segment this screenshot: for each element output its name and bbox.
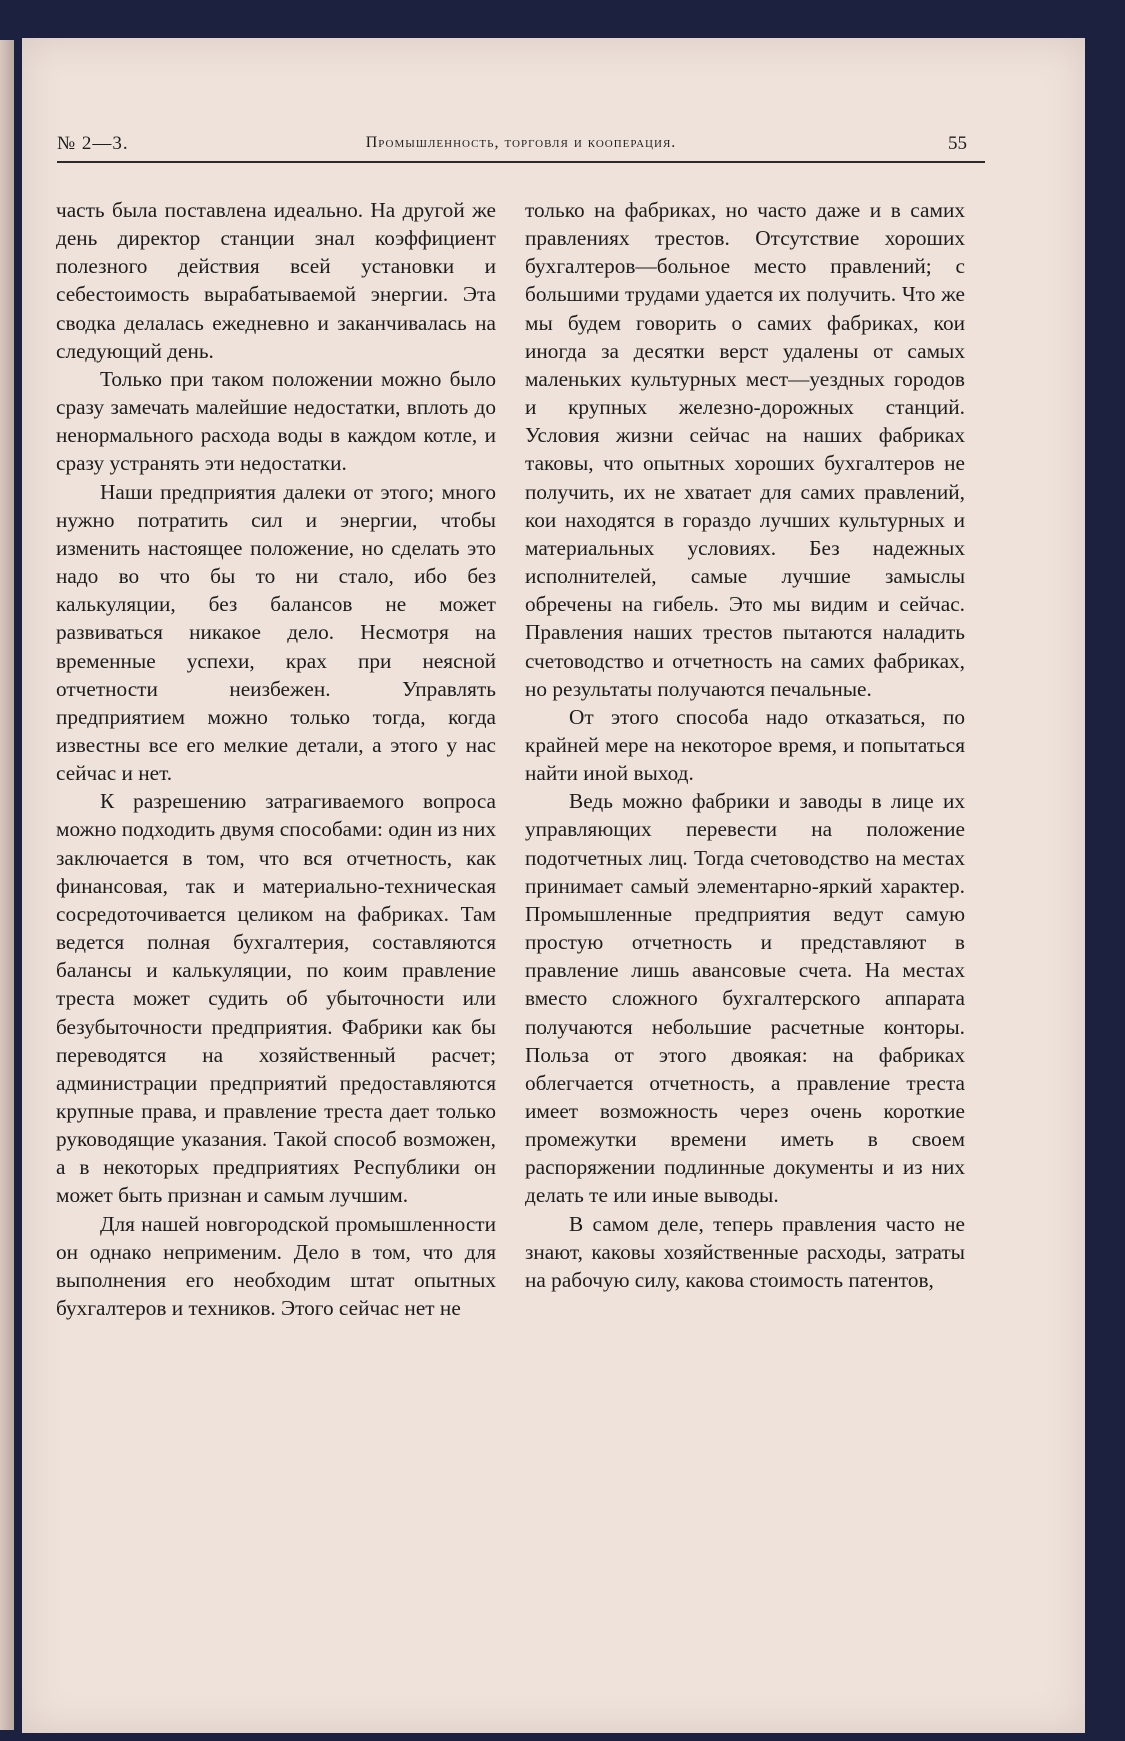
paragraph: В самом деле, теперь правления часто не знают, каковы хозяйственные расходы, затраты на рабочую силу, какова стоимость патентов, xyxy=(525,1211,965,1292)
paragraph: Для нашей новгородской промышленности он однако неприменим. Дело в том, что для выполнения его необходим штат опытных бухгалтеров и техников. Этого сейчас нет не xyxy=(56,1211,496,1321)
running-header xyxy=(57,131,985,163)
issue-number: № 2—3. xyxy=(57,133,129,154)
paragraph: часть была поставлена идеально. На другой же день директор станции знал коэффициент полезного действия всей установки и себестоимость вырабатываемой энергии. Эта сводка делалась ежедневно и заканчивалась на следующий день. xyxy=(56,198,496,363)
paragraph: От этого способа надо отказаться, по крайней мере на некоторое время, и попытаться найти иной выход. xyxy=(525,704,965,786)
left-column xyxy=(56,196,496,1322)
paragraph: только на фабриках, но часто даже и в самих правлениях трестов. Отсутствие хороших бухгалтеров—больное место правлений; с большими трудами удается их получить. Что же мы будем говорить о самих фабриках, кои иногда за десятки верст удалены от самых маленьких культурных мест—уездных городов и крупных железно-дорожных станций. Условия жизни сейчас на наших фабриках таковы, что опытных хороших бухгалтеров не получить, их не хватает для самих правлений, кои находятся в гораздо лучших культурных и материальных условиях. Без надежных исполнителей, самые лучшие замыслы обречены на гибель. Это мы видим и сейчас. Правления наших трестов пытаются наладить счетоводство и отчетность на самих фабриках, но результаты получаются печальные. xyxy=(525,198,965,701)
page-number: 55 xyxy=(948,133,967,154)
right-column xyxy=(525,196,965,1294)
journal-title: Промышленность, торговля и кооперация. xyxy=(365,134,677,151)
paragraph: Только при таком положении можно было сразу замечать малейшие недостатки, вплоть до ненормального расхода воды в каждом котле, и сразу устранять эти недостатки. xyxy=(56,366,496,476)
document-page xyxy=(22,38,1085,1733)
paragraph: Ведь можно фабрики и заводы в лице их управляющих перевести на положение подотчетных лиц. Тогда счетоводство на местах принимает самый элементарно-яркий характер. Промышленные предприятия ведут самую простую отчетность и представляют в правление лишь авансовые счета. На местах вместо сложного бухгалтерского аппарата получаются небольшие расчетные конторы. Польза от этого двоякая: на фабриках облегчается отчетность, а правление треста имеет возможность через очень короткие промежутки времени иметь в своем распоряжении подлинные документы и из них делать те или иные выводы. xyxy=(525,789,965,1208)
paragraph: Наши предприятия далеки от этого; много нужно потратить сил и энергии, чтобы изменить настоящее положение, но сделать это надо во что бы то ни стало, ибо без калькуляции, без балансов не может развиваться никакое дело. Несмотря на временные успехи, крах при неясной отчетности неизбежен. Управлять предприятием можно только тогда, когда известны все его мелкие детали, а этого у нас сейчас и нет. xyxy=(56,479,496,786)
paragraph: К разрешению затрагиваемого вопроса можно подходить двумя способами: один из них заключается в том, что вся отчетность, как финансовая, так и материально-техническая сосредоточивается целиком на фабриках. Там ведется полная бухгалтерия, составляются балансы и калькуляции, по коим правление треста может судить об убыточности или безубыточности предприятия. Фабрики как бы переводятся на хозяйственный расчет; администрации предприятий предоставляются крупные права, и правление треста дает только руководящие указания. Такой способ возможен, а в некоторых предприятиях Республики он может быть признан и самым лучшим. xyxy=(56,789,496,1208)
scan-left-edge xyxy=(0,40,14,1730)
